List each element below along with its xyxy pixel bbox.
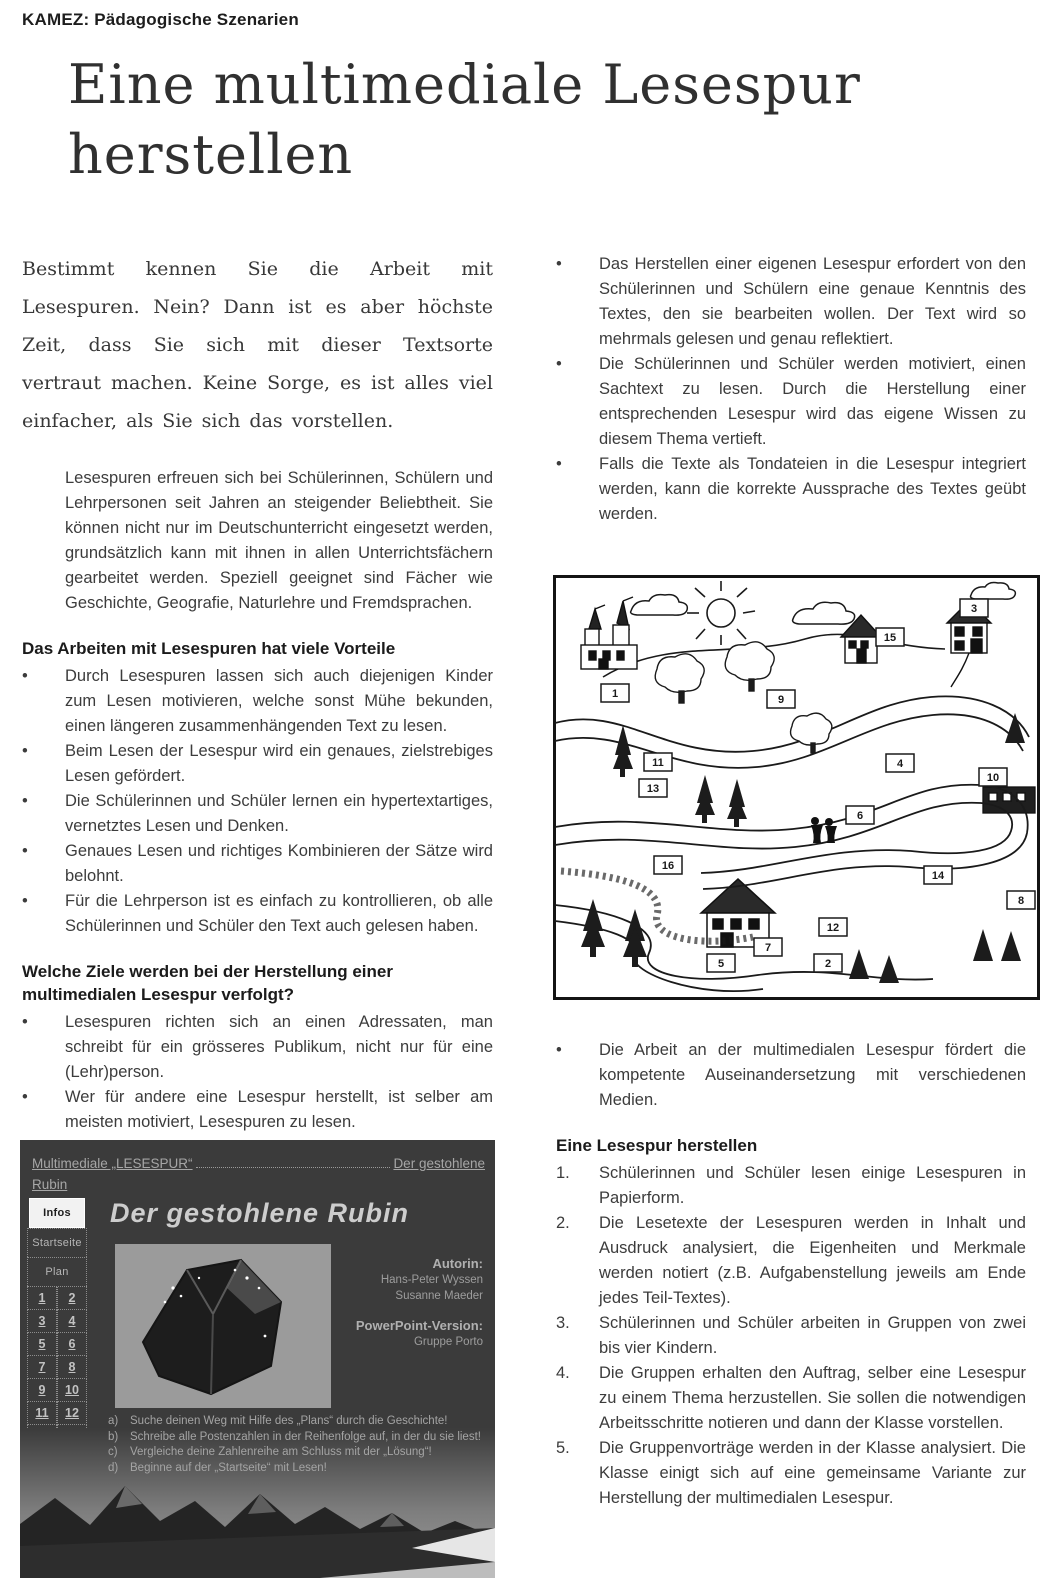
page-kicker: KAMEZ: Pädagogische Szenarien: [22, 10, 299, 29]
ruby-image: [115, 1244, 331, 1408]
station-number-10: 10: [986, 772, 1000, 784]
station-number-6: 6: [856, 810, 864, 822]
list-marker: 3.: [556, 1314, 570, 1332]
post-map-list: [556, 1038, 1026, 1113]
nav-number-5: 5: [27, 1333, 57, 1356]
lesespur-map-figure: [553, 575, 1040, 1000]
left-column: [22, 250, 493, 1135]
list-marker: •: [22, 1088, 28, 1106]
list-item: [108, 1430, 489, 1446]
nav-tab-infos: Infos: [29, 1198, 85, 1228]
author-name-1: Hans-Peter Wyssen: [380, 1274, 483, 1286]
list-item: [22, 664, 493, 739]
list-item-text: Die Schülerinnen und Schüler lernen ein hypertextartiges, vernetztes Lesen und Denken.: [65, 792, 493, 835]
list-item-text: Schülerinnen und Schüler arbeiten in Gruppen von zwei bis vier Kindern.: [599, 1314, 1026, 1357]
slide-header-right: Der gestohlene: [393, 1156, 485, 1171]
nav-number-12: 12: [57, 1402, 87, 1425]
station-number-1: 1: [611, 688, 619, 700]
station-number-5: 5: [717, 958, 725, 970]
list-item-text: Beginne auf der „Startseite“ mit Lesen!: [130, 1461, 327, 1474]
list-item-text: Die Gruppenvorträge werden in der Klasse analysiert. Die Klasse einigt sich auf eine gemeinsame Variante zur Herstellung der multimedialen Lesespur.: [599, 1439, 1026, 1507]
nav-number-8: 8: [57, 1356, 87, 1379]
nav-number-7: 7: [27, 1356, 57, 1379]
howto-heading: Eine Lesespur herstellen: [556, 1136, 758, 1155]
nav-number-3: 3: [27, 1310, 57, 1333]
list-item-text: Lesespuren richten sich an einen Adressaten, man schreibt für ein grösseres Publikum, nicht nur für eine (Lehr)person.: [65, 1013, 493, 1081]
list-marker: •: [22, 792, 28, 810]
station-number-7: 7: [764, 942, 772, 954]
nav-number-1: 1: [27, 1287, 57, 1310]
list-item-text: Das Herstellen einer eigenen Lesespur erfordert von den Schülerinnen und Schülern eine genaue Kenntnis des Textes, den sie bearbeiten wollen. Der Text wird so mehrmals gelesen und genau reflektiert.: [599, 255, 1026, 348]
list-item-text: Schülerinnen und Schüler lesen einige Lesespuren in Papierform.: [599, 1164, 1026, 1207]
list-item: [108, 1414, 489, 1430]
nav-tab-startseite: Startseite: [27, 1228, 87, 1257]
map-illustration: [553, 575, 1040, 1000]
station-number-4: 4: [896, 758, 904, 770]
list-item: [22, 839, 493, 889]
list-item-text: Suche deinen Weg mit Hilfe des „Plans“ durch die Geschichte!: [130, 1415, 448, 1427]
station-number-8: 8: [1017, 895, 1025, 907]
slide-header-left: Multimediale „LESESPUR“: [32, 1156, 193, 1171]
list-item: [556, 1311, 1026, 1361]
right-column-bottom: [556, 1038, 1026, 1511]
station-number-2: 2: [824, 958, 832, 970]
list-item: [108, 1445, 489, 1461]
list-item: [556, 352, 1026, 452]
list-marker: •: [556, 455, 562, 473]
list-marker: •: [556, 255, 562, 273]
station-number-14: 14: [931, 870, 945, 882]
list-marker: •: [22, 892, 28, 910]
list-marker: b): [108, 1430, 119, 1443]
station-number-15: 15: [883, 632, 897, 644]
nav-number-9: 9: [27, 1379, 57, 1402]
list-marker: •: [556, 355, 562, 373]
station-number-13: 13: [646, 783, 660, 795]
page-title-line1: Eine multimediale Lesespur: [68, 53, 861, 116]
author-label: Autorin:: [432, 1256, 483, 1271]
list-marker: 2.: [556, 1214, 570, 1232]
list-marker: 1.: [556, 1164, 570, 1182]
list-item: [556, 452, 1026, 527]
list-marker: •: [556, 1041, 562, 1059]
list-item-text: Durch Lesespuren lassen sich auch diejenigen Kinder zum Lesen motivieren, welche sonst Mühe bekunden, einen längeren zusammenhängenden Text zu lesen.: [65, 667, 493, 735]
station-number-3: 3: [970, 603, 978, 615]
list-item-text: Die Gruppen erhalten den Auftrag, selber eine Lesespur zu einem Thema herzustellen. Sie sollen die notwendigen Arbeitsschritte notieren und dann der Klasse vorstellen.: [599, 1364, 1026, 1432]
list-marker: •: [22, 1013, 28, 1031]
goals-list-right: [556, 252, 1026, 527]
list-marker: a): [108, 1415, 119, 1427]
slide-header-wrap: Rubin: [32, 1177, 68, 1192]
list-item-text: Vergleiche deine Zahlenreihe am Schluss mit der „Lösung“!: [130, 1446, 432, 1458]
list-marker: 5.: [556, 1439, 570, 1457]
farm-building: [983, 787, 1035, 813]
list-marker: d): [108, 1461, 119, 1474]
list-item-text: Für die Lehrperson ist es einfach zu kontrollieren, ob alle Schülerinnen und Schüler den Text auch gelesen haben.: [65, 892, 493, 935]
slide-header: [32, 1156, 485, 1192]
list-item: [108, 1461, 489, 1477]
list-item-text: Die Arbeit an der multimedialen Lesespur fördert die kompetente Auseinandersetzung mit verschiedenen Medien.: [599, 1041, 1026, 1109]
list-item-text: Beim Lesen der Lesespur wird ein genaues, zielstrebiges Lesen gefördert.: [65, 742, 493, 785]
list-item: [556, 1038, 1026, 1113]
list-item: [556, 1436, 1026, 1511]
powerpoint-screenshot: [20, 1140, 495, 1578]
station-number-12: 12: [826, 922, 840, 934]
list-marker: •: [22, 842, 28, 860]
slide-task-list: [108, 1414, 489, 1476]
nav-tab-plan: Plan: [27, 1257, 87, 1286]
slide-credits: [356, 1256, 483, 1350]
slide-title: Der gestohlene Rubin: [110, 1198, 410, 1228]
version-label: PowerPoint-Version:: [355, 1318, 483, 1333]
page-title-line2: herstellen: [68, 123, 354, 186]
station-number-16: 16: [661, 860, 675, 872]
goals-heading: Welche Ziele werden bei der Herstellung einer multimedialen Lesespur verfolgt?: [22, 962, 393, 1004]
list-item: [22, 889, 493, 939]
list-item-text: Die Lesetexte der Lesespuren werden in Inhalt und Ausdruck analysiert, die Eigenheiten und Merkmale werden notiert (z.B. Aufgabenstellung jeweils am Ende jedes Teil-Textes).: [599, 1214, 1026, 1307]
list-item: [556, 1361, 1026, 1436]
list-marker: c): [108, 1446, 118, 1458]
list-item: [556, 1161, 1026, 1211]
list-item: [22, 739, 493, 789]
nav-number-2: 2: [57, 1287, 87, 1310]
page-title: [68, 50, 861, 190]
list-item: [556, 252, 1026, 352]
nav-number-11: 11: [27, 1402, 57, 1425]
list-item: [22, 789, 493, 839]
intro-paragraph: Bestimmt kennen Sie die Arbeit mit Lesespuren. Nein? Dann ist es aber höchste Zeit, dass Sie sich mit dieser Textsorte vertraut machen. Keine Sorge, es ist alles viel einfacher, als Sie sich das vorstellen.: [22, 258, 493, 432]
advantages-list: [22, 664, 493, 939]
list-item-text: Schreibe alle Postenzahlen in der Reihenfolge auf, in der du sie liest!: [130, 1430, 481, 1443]
list-marker: •: [22, 667, 28, 685]
list-item: [22, 1010, 493, 1085]
lead-paragraph: Lesespuren erfreuen sich bei Schülerinnen, Schülern und Lehrpersonen seit Jahren an steigender Beliebtheit. Sie können nicht nur im Deutschunterricht eingesetzt werden, grundsätzlich kann mit ihnen in allen Unterrichtsfächern gearbeitet werden. Speziell geeignet sind Fächer wie Geschichte, Geografie, Naturlehre und Fremdsprachen.: [65, 469, 493, 612]
list-item: [22, 1085, 493, 1135]
goals-list-left: [22, 1010, 493, 1135]
advantages-heading: Das Arbeiten mit Lesespuren hat viele Vorteile: [22, 639, 396, 658]
author-name-2: Susanne Maeder: [395, 1290, 483, 1302]
howto-steps: [556, 1161, 1026, 1511]
version-value: Gruppe Porto: [413, 1336, 483, 1348]
nav-number-10: 10: [57, 1379, 87, 1402]
list-item-text: Wer für andere eine Lesespur herstellt, ist selber am meisten motiviert, Lesespuren zu lesen.: [65, 1088, 493, 1131]
nav-number-4: 4: [57, 1310, 87, 1333]
nav-number-6: 6: [57, 1333, 87, 1356]
list-marker: 4.: [556, 1364, 570, 1382]
station-number-9: 9: [777, 694, 785, 706]
list-item: [556, 1211, 1026, 1311]
right-column-top: [556, 252, 1026, 527]
station-number-11: 11: [652, 757, 664, 769]
list-item-text: Genaues Lesen und richtiges Kombinieren der Sätze wird belohnt.: [65, 842, 493, 885]
list-item-text: Falls die Texte als Tondateien in die Lesespur integriert werden, kann die korrekte Aussprache des Textes geübt werden.: [599, 455, 1026, 523]
list-marker: •: [22, 742, 28, 760]
list-item-text: Die Schülerinnen und Schüler werden motiviert, einen Sachtext zu lesen. Durch die Herstellung einer entsprechenden Lesespur wird das eigene Wissen zu diesem Thema vertieft.: [599, 355, 1026, 448]
dotted-leader: [196, 1157, 391, 1168]
